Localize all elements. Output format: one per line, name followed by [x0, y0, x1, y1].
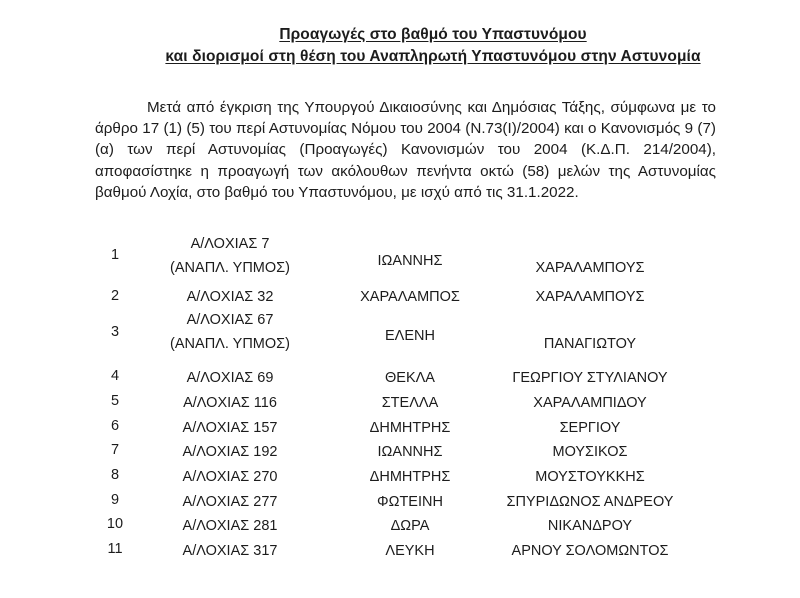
rank: Α/ΛΟΧΙΑΣ 116 — [183, 395, 277, 411]
row-number: 10 — [106, 516, 124, 532]
first-name: ΙΩΑΝΝΗΣ — [377, 444, 443, 460]
first-name: ΛΕΥΚΗ — [385, 543, 435, 559]
first-name: ΦΩΤΕΙΝΗ — [377, 494, 443, 510]
first-name: ΧΑΡΑΛΑΜΠΟΣ — [360, 289, 460, 305]
first-name: ΔΩΡΑ — [390, 518, 430, 534]
surname: ΣΕΡΓΙΟΥ — [559, 420, 621, 436]
rank: Α/ΛΟΧΙΑΣ 317 — [182, 543, 278, 559]
first-name: ΣΤΕΛΛΑ — [381, 395, 439, 411]
intro-paragraph: Μετά από έγκριση της Υπουργού Δικαιοσύνης και Δημόσιας Τάξης, σύμφωνα με το άρθρο 17 (1) (5) του περί Αστυνομίας Νόμου του 2004 (Ν.73(Ι)/2004) και ο Κανονισμός 9 (7) (α) των περί Αστυνομίας (Προαγωγές) Κανονισμών του 2004 (Κ.Δ.Π. 214/2004), αποφασίστηκε η προαγωγή των ακόλουθων πενήντα οκτώ (58) μελών της Αστυνομίας βαθμού Λοχία, στο βαθμό του Υπαστυνόμου, με ισχύ από τις 31.1.2022. — [95, 99, 716, 201]
rank: Α/ΛΟΧΙΑΣ 192 — [182, 444, 278, 460]
surname: ΧΑΡΑΛΑΜΠΟΥΣ — [535, 289, 645, 305]
surname: ΜΟΥΣΙΚΟΣ — [552, 444, 628, 460]
surname: ΠΑΝΑΓΙΩΤΟΥ — [543, 336, 637, 352]
first-name: ΔΗΜΗΤΡΗΣ — [369, 469, 451, 485]
surname: ΑΡΝΟΥ ΣΟΛΟΜΩΝΤΟΣ — [511, 543, 669, 559]
surname: ΜΟΥΣΤΟΥΚΚΗΣ — [535, 469, 645, 485]
rank-note: (ΑΝΑΠΛ. ΥΠΜΟΣ) — [170, 336, 290, 352]
row-number: 5 — [110, 393, 120, 409]
surname: ΣΠΥΡΙΔΩΝΟΣ ΑΝΔΡΕΟΥ — [506, 494, 674, 510]
rank: Α/ΛΟΧΙΑΣ 157 — [182, 420, 278, 436]
first-name: ΕΛΕΝΗ — [385, 328, 435, 344]
row-number: 9 — [110, 492, 120, 508]
surname: ΝΙΚΑΝΔΡΟΥ — [547, 518, 633, 534]
row-number: 11 — [107, 541, 123, 557]
document-title: Προαγωγές στο βαθμό του Υπαστυνόμου — [279, 26, 587, 43]
rank: Α/ΛΟΧΙΑΣ 67 — [186, 312, 274, 328]
surname: ΧΑΡΑΛΑΜΠΟΥΣ — [535, 260, 645, 276]
surname: ΧΑΡΑΛΑΜΠΙΔΟΥ — [533, 395, 647, 411]
rank: Α/ΛΟΧΙΑΣ 7 — [190, 236, 270, 252]
first-name: ΙΩΑΝΝΗΣ — [377, 253, 443, 269]
row-number: 6 — [110, 418, 120, 434]
document-subtitle: και διορισμοί στη θέση του Αναπληρωτή Υπαστυνόμου στην Αστυνομία — [165, 48, 701, 65]
row-number: 4 — [110, 368, 120, 384]
row-number: 3 — [110, 324, 120, 340]
row-number: 2 — [110, 288, 120, 304]
rank-note: (ΑΝΑΠΛ. ΥΠΜΟΣ) — [170, 260, 290, 276]
surname: ΓΕΩΡΓΙΟΥ ΣΤΥΛΙΑΝΟΥ — [512, 370, 668, 386]
row-number: 7 — [110, 442, 120, 458]
rank: Α/ΛΟΧΙΑΣ 281 — [182, 518, 278, 534]
first-name: ΘΕΚΛΑ — [385, 370, 435, 386]
rank: Α/ΛΟΧΙΑΣ 277 — [182, 494, 278, 510]
row-number: 1 — [110, 247, 120, 263]
first-name: ΔΗΜΗΤΡΗΣ — [369, 420, 451, 436]
rank: Α/ΛΟΧΙΑΣ 270 — [182, 469, 278, 485]
rank: Α/ΛΟΧΙΑΣ 32 — [186, 289, 274, 305]
row-number: 8 — [110, 467, 120, 483]
rank: Α/ΛΟΧΙΑΣ 69 — [186, 370, 274, 386]
